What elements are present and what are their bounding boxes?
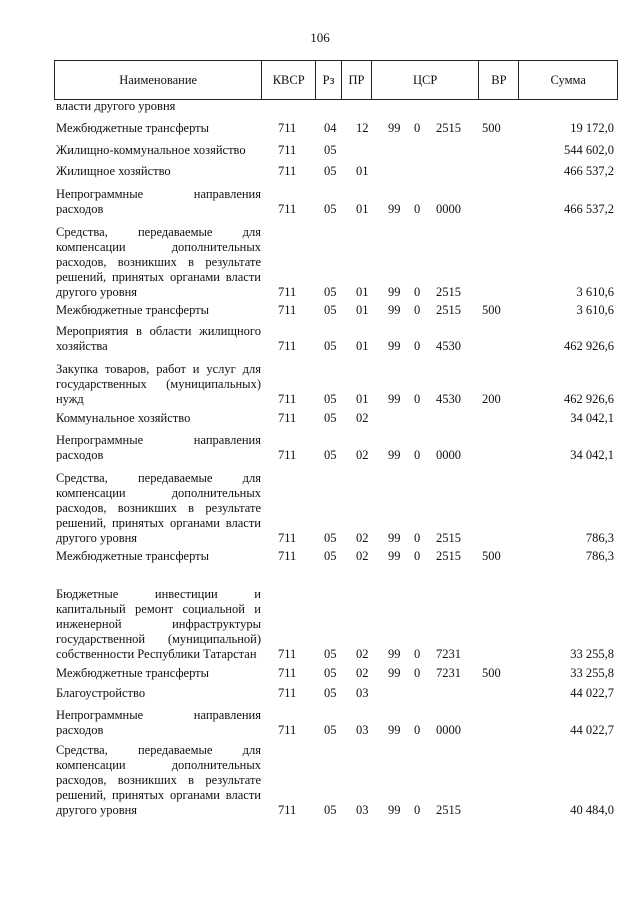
row-rz: 05 (324, 285, 337, 299)
table-row (56, 706, 618, 738)
row-sum: 786,3 (585, 531, 614, 545)
row-csr-program: 99 (388, 549, 401, 563)
row-rz: 05 (324, 202, 337, 216)
row-name: Межбюджетные трансферты (56, 121, 210, 135)
row-name: Бюджетные инвестиции и капитальный ремонт социальной и инженерной инфраструктуры государственной (муниципальной) собственности Республики Татарстан (56, 587, 261, 661)
row-kvsr: 711 (278, 303, 297, 317)
row-rz: 05 (324, 143, 337, 157)
row-kvsr: 711 (278, 686, 297, 700)
row-sum: 544 602,0 (564, 143, 614, 157)
row-name: Средства, передаваемые для компенсации дополнительных расходов, возникших в результате решений, принятых органами власти другого уровня (56, 225, 261, 299)
row-name: Средства, передаваемые для компенсации дополнительных расходов, возникших в результате решений, принятых органами власти другого уровня (56, 743, 261, 817)
table-row (56, 665, 618, 681)
row-rz: 04 (324, 121, 337, 135)
row-csr-program: 99 (388, 531, 401, 545)
row-pr: 12 (356, 121, 369, 135)
row-name: Непрограммные направления расходов (56, 433, 261, 462)
row-sum: 34 042,1 (570, 411, 614, 425)
row-name: Непрограммные направления расходов (56, 187, 261, 216)
row-csr-subprogram: 0 (414, 448, 421, 462)
row-name: Благоустройство (56, 686, 146, 700)
table-row (56, 431, 618, 463)
row-sum: 466 537,2 (564, 202, 614, 216)
row-name: Жилищно-коммунальное хозяйство (56, 143, 246, 157)
row-sum: 3 610,6 (576, 285, 614, 299)
row-vr: 500 (482, 121, 501, 135)
row-rz: 05 (324, 164, 337, 178)
row-pr: 01 (356, 202, 369, 216)
header-csr: ЦСР (372, 61, 480, 99)
table-header (54, 60, 618, 100)
row-csr-program: 99 (388, 666, 401, 680)
row-rz: 05 (324, 647, 337, 661)
row-pr: 01 (356, 339, 369, 353)
row-kvsr: 711 (278, 164, 297, 178)
table-row (56, 163, 618, 179)
row-pr: 02 (356, 448, 369, 462)
row-csr-subprogram: 0 (414, 803, 421, 817)
row-kvsr: 711 (278, 339, 297, 353)
row-csr-program: 99 (388, 448, 401, 462)
row-kvsr: 711 (278, 411, 297, 425)
row-csr-code: 2515 (436, 531, 461, 545)
header-name: Наименование (55, 61, 262, 99)
page-number: 106 (310, 30, 330, 45)
row-kvsr: 711 (278, 202, 297, 216)
row-kvsr: 711 (278, 285, 297, 299)
header-rz: Рз (316, 61, 342, 99)
row-sum: 462 926,6 (564, 339, 614, 353)
row-csr-program: 99 (388, 339, 401, 353)
table-row (56, 120, 618, 136)
row-pr: 01 (356, 285, 369, 299)
row-name: Закупка товаров, работ и услуг для государственных (муниципальных) нужд (56, 362, 261, 406)
header-vr: ВР (479, 61, 519, 99)
row-pr: 03 (356, 803, 369, 817)
row-pr: 02 (356, 647, 369, 661)
header-pr: ПР (342, 61, 372, 99)
row-csr-program: 99 (388, 285, 401, 299)
row-kvsr: 711 (278, 392, 297, 406)
row-kvsr: 711 (278, 121, 297, 135)
row-rz: 05 (324, 392, 337, 406)
header-sum: Сумма (550, 72, 586, 87)
table-row (56, 360, 618, 407)
row-csr-program: 99 (388, 647, 401, 661)
row-kvsr: 711 (278, 723, 297, 737)
row-rz: 05 (324, 531, 337, 545)
row-pr: 02 (356, 549, 369, 563)
row-kvsr: 711 (278, 531, 297, 545)
row-sum: 33 255,8 (570, 647, 614, 661)
row-csr-subprogram: 0 (414, 121, 421, 135)
row-csr-code: 7231 (436, 647, 461, 661)
row-vr: 200 (482, 392, 501, 406)
row-pr: 03 (356, 723, 369, 737)
row-csr-code: 2515 (436, 121, 461, 135)
row-name: Межбюджетные трансферты (56, 303, 210, 317)
row-csr-code: 2515 (436, 285, 461, 299)
table-row (56, 548, 618, 564)
row-name: Непрограммные направления расходов (56, 708, 261, 737)
row-kvsr: 711 (278, 647, 297, 661)
table-row (56, 568, 618, 662)
row-csr-program: 99 (388, 723, 401, 737)
row-name: Межбюджетные трансферты (56, 549, 210, 563)
row-name: Жилищное хозяйство (56, 164, 171, 178)
row-sum: 3 610,6 (576, 303, 614, 317)
table-row (56, 740, 618, 818)
row-sum: 33 255,8 (570, 666, 614, 680)
row-sum: 40 484,0 (570, 803, 614, 817)
row-csr-program: 99 (388, 202, 401, 216)
row-pr: 03 (356, 686, 369, 700)
row-rz: 05 (324, 448, 337, 462)
row-rz: 05 (324, 803, 337, 817)
table-row (56, 142, 618, 158)
row-pr: 02 (356, 666, 369, 680)
row-csr-code: 4530 (436, 392, 461, 406)
row-csr-subprogram: 0 (414, 531, 421, 545)
row-sum: 466 537,2 (564, 164, 614, 178)
row-sum: 786,3 (585, 549, 614, 563)
row-sum: 34 042,1 (570, 448, 614, 462)
table-row (56, 468, 618, 546)
row-name: Средства, передаваемые для компенсации дополнительных расходов, возникших в результате решений, принятых органами власти другого уровня (56, 471, 261, 545)
row-csr-code: 2515 (436, 549, 461, 563)
row-rz: 05 (324, 303, 337, 317)
row-csr-code: 4530 (436, 339, 461, 353)
row-sum: 44 022,7 (570, 686, 614, 700)
table-row (56, 185, 618, 217)
header-kvsr: КВСР (262, 61, 316, 99)
row-kvsr: 711 (278, 666, 297, 680)
row-rz: 05 (324, 549, 337, 563)
row-pr: 01 (356, 303, 369, 317)
row-name: Коммунальное хозяйство (56, 411, 191, 425)
row-csr-code: 2515 (436, 303, 461, 317)
row-rz: 05 (324, 686, 337, 700)
row-csr-code: 0000 (436, 723, 461, 737)
row-kvsr: 711 (278, 803, 297, 817)
table-row (56, 322, 618, 354)
table-row (56, 685, 618, 701)
row-sum: 462 926,6 (564, 392, 614, 406)
row-pr: 02 (356, 531, 369, 545)
row-csr-subprogram: 0 (414, 647, 421, 661)
row-csr-code: 0000 (436, 202, 461, 216)
row-csr-subprogram: 0 (414, 392, 421, 406)
row-kvsr: 711 (278, 143, 297, 157)
row-pr: 01 (356, 392, 369, 406)
row-csr-program: 99 (388, 392, 401, 406)
row-sum: 19 172,0 (570, 121, 614, 135)
row-csr-program: 99 (388, 303, 401, 317)
row-csr-subprogram: 0 (414, 723, 421, 737)
row-rz: 05 (324, 723, 337, 737)
row-sum: 44 022,7 (570, 723, 614, 737)
table-row (56, 410, 618, 426)
row-csr-subprogram: 0 (414, 303, 421, 317)
row-csr-subprogram: 0 (414, 285, 421, 299)
row-rz: 05 (324, 666, 337, 680)
row-csr-code: 2515 (436, 803, 461, 817)
table-row (56, 100, 618, 114)
row-csr-code: 0000 (436, 448, 461, 462)
table-row (56, 222, 618, 300)
row-vr: 500 (482, 549, 501, 563)
row-csr-code: 7231 (436, 666, 461, 680)
row-pr: 01 (356, 164, 369, 178)
row-vr: 500 (482, 303, 501, 317)
row-kvsr: 711 (278, 448, 297, 462)
row-csr-subprogram: 0 (414, 339, 421, 353)
row-pr: 02 (356, 411, 369, 425)
row-csr-subprogram: 0 (414, 666, 421, 680)
row-name: власти другого уровня (56, 99, 176, 113)
row-rz: 05 (324, 339, 337, 353)
row-csr-program: 99 (388, 803, 401, 817)
table-row (56, 302, 618, 318)
row-csr-program: 99 (388, 121, 401, 135)
row-rz: 05 (324, 411, 337, 425)
row-csr-subprogram: 0 (414, 202, 421, 216)
row-vr: 500 (482, 666, 501, 680)
row-csr-subprogram: 0 (414, 549, 421, 563)
row-kvsr: 711 (278, 549, 297, 563)
row-name: Межбюджетные трансферты (56, 666, 210, 680)
row-name: Мероприятия в области жилищного хозяйства (56, 324, 261, 353)
